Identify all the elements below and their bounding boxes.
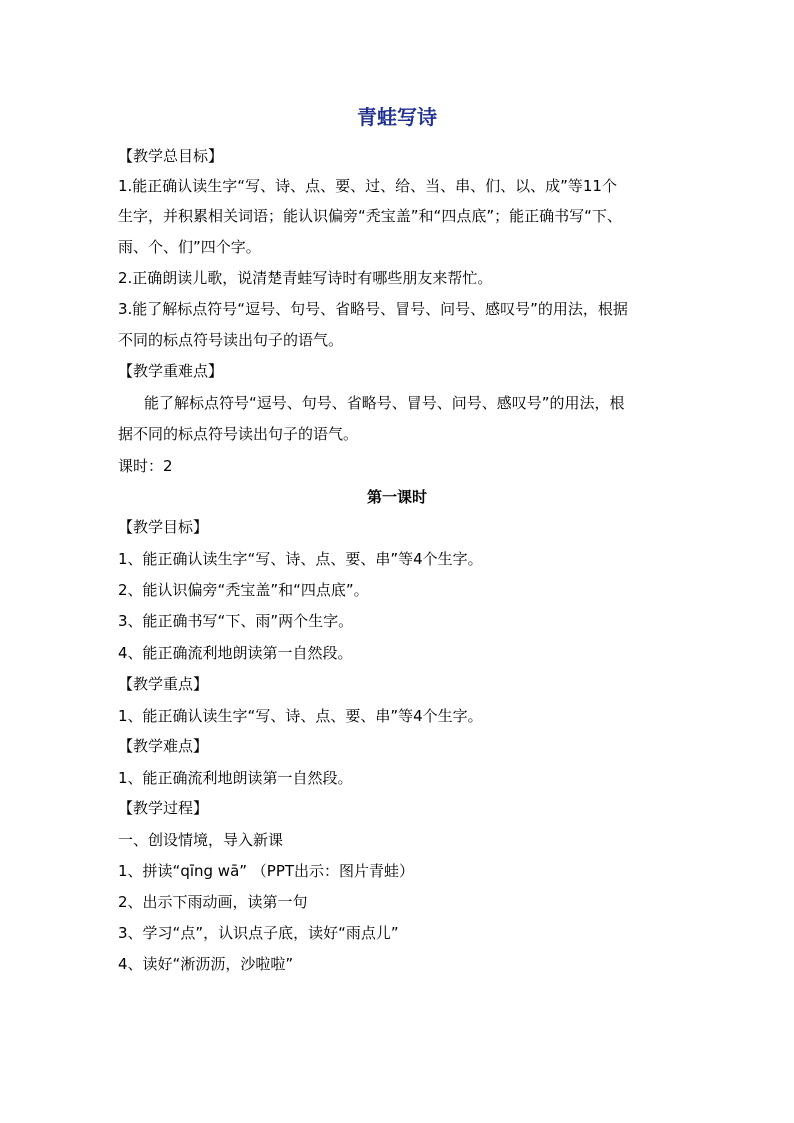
list-item: 1、能正确认读生字“写、诗、点、要、串”等4个生字。	[118, 707, 483, 725]
list-item: 1、能正确认读生字“写、诗、点、要、串”等4个生字。	[118, 550, 483, 568]
list-item: 1、拼读“qīng wā” （PPT出示：图片青蛙）	[118, 862, 415, 880]
section-heading-overall-goals: 【教学总目标】	[118, 147, 224, 165]
paragraph-line: 3.能了解标点符号“逗号、句号、省略号、冒号、问号、感叹号”的用法，根据	[118, 300, 628, 318]
list-item: 2、出示下雨动画，读第一句	[118, 893, 308, 911]
list-item: 4、能正确流利地朗读第一自然段。	[118, 644, 353, 662]
paragraph-line: 能了解标点符号“逗号、句号、省略号、冒号、问号、感叹号”的用法，根	[144, 394, 625, 412]
list-item: 2、能认识偏旁“秃宝盖”和“四点底”。	[118, 581, 369, 599]
paragraph-line: 1.能正确认读生字“写、诗、点、要、过、给、当、串、们、以、成”等11个	[118, 177, 617, 195]
class-hours: 课时：2	[118, 457, 173, 475]
list-item: 4、读好“淅沥沥，沙啦啦”	[118, 955, 294, 973]
section-heading-key-points: 【教学重点】	[118, 675, 209, 693]
paragraph-line: 2.正确朗读儿歌，说清楚青蛙写诗时有哪些朋友来帮忙。	[118, 269, 493, 287]
subsection-title: 第一课时	[366, 488, 427, 506]
section-heading-difficulties: 【教学难点】	[118, 737, 209, 755]
document-title: 青蛙写诗	[357, 105, 437, 129]
paragraph-line: 雨、个、们”四个字。	[118, 238, 261, 256]
list-item: 3、学习“点”，认识点子底，读好“雨点儿”	[118, 924, 399, 942]
paragraph-line: 据不同的标点符号读出句子的语气。	[118, 425, 359, 443]
list-item: 3、能正确书写“下、雨”两个生字。	[118, 612, 354, 630]
paragraph-line: 生字，并积累相关词语；能认识偏旁“秃宝盖”和“四点底”；能正确书写“下、	[118, 207, 622, 225]
section-heading-key-difficulties: 【教学重难点】	[118, 362, 224, 380]
list-item: 一、创设情境，导入新课	[118, 831, 284, 849]
list-item: 1、能正确流利地朗读第一自然段。	[118, 769, 353, 787]
paragraph-line: 不同的标点符号读出句子的语气。	[118, 331, 344, 349]
section-heading-process: 【教学过程】	[118, 799, 209, 817]
section-heading-goals: 【教学目标】	[118, 518, 209, 536]
